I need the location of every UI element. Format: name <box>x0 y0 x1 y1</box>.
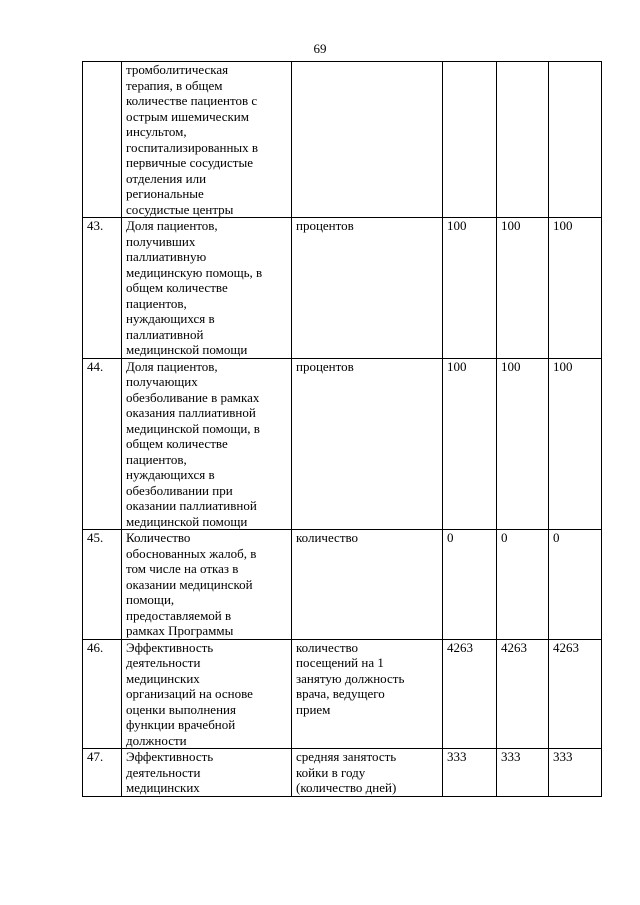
unit-line: средняя занятость <box>296 749 397 764</box>
indicator-name-line: Доля пациентов, <box>126 218 218 233</box>
page-number: 69 <box>313 41 327 56</box>
value-year-2: 100 <box>497 358 549 530</box>
unit-line: прием <box>296 701 331 717</box>
indicator-name-line: паллиативную <box>126 249 207 264</box>
indicator-name-line: получающих <box>126 374 198 389</box>
indicator-name-line: медицинских <box>126 670 200 686</box>
indicator-name-line: инсультом, <box>126 124 187 139</box>
indicator-name-line: госпитализированных в <box>126 139 259 155</box>
unit-line: койки в году <box>296 764 366 780</box>
indicator-name-line: пациентов, <box>126 451 187 467</box>
indicator-name-line: получивших <box>126 233 196 249</box>
indicator-name-line: пациентов, <box>126 295 187 311</box>
row-number: 45. <box>83 530 122 640</box>
unit-line: количество <box>296 530 359 545</box>
indicator-name-line: первичные сосудистые <box>126 155 253 170</box>
indicator-name-line: отделения или <box>126 170 207 186</box>
indicator-name-line: нуждающихся в <box>126 311 215 326</box>
unit-of-measure <box>292 62 443 218</box>
unit-line: процентов <box>296 218 354 233</box>
value-year-1: 0 <box>443 530 497 640</box>
indicator-name-line: медицинской помощи <box>126 513 248 529</box>
value-year-3: 100 <box>549 218 602 359</box>
value-year-1: 333 <box>443 749 497 797</box>
row-number: 43. <box>83 218 122 359</box>
indicator-name-line: обезболивание в рамках <box>126 389 260 405</box>
indicator-name-line: рамках Программы <box>126 623 234 638</box>
unit-line: занятую должность <box>296 670 405 686</box>
value-year-3: 0 <box>549 530 602 640</box>
unit-of-measure <box>292 218 443 359</box>
value-year-2: 4263 <box>497 639 549 749</box>
indicators-table <box>82 61 602 797</box>
indicator-name <box>122 358 292 530</box>
value-year-2: 333 <box>497 749 549 797</box>
row-number: 47. <box>83 749 122 797</box>
indicator-name-line: деятельности <box>126 655 201 670</box>
value-year-1: 100 <box>443 218 497 359</box>
table-row <box>83 530 602 640</box>
indicator-name-line: оказании медицинской <box>126 576 253 592</box>
value-year-1 <box>443 62 497 218</box>
table-row <box>83 358 602 530</box>
indicator-name-line: нуждающихся в <box>126 467 215 482</box>
indicator-name <box>122 62 292 218</box>
indicator-name-line: Количество <box>126 530 191 545</box>
indicator-name-line: оказания паллиативной <box>126 405 256 420</box>
unit-line: количество <box>296 639 359 655</box>
table-body <box>83 62 602 797</box>
unit-of-measure <box>292 358 443 530</box>
indicator-name-line: функции врачебной <box>126 717 236 732</box>
indicator-name-line: Доля пациентов, <box>126 358 218 374</box>
unit-line: врача, ведущего <box>296 686 385 701</box>
unit-line: (количество дней) <box>296 780 397 795</box>
table-row <box>83 218 602 359</box>
indicator-name-line: общем количестве <box>126 280 228 295</box>
unit-of-measure <box>292 639 443 749</box>
indicator-name-line: оценки выполнения <box>126 701 236 717</box>
value-year-2: 100 <box>497 218 549 359</box>
indicator-name-line: медицинскую помощь, в <box>126 264 263 280</box>
indicator-name-line: помощи, <box>126 592 175 607</box>
indicator-name-line: общем количестве <box>126 436 228 451</box>
indicator-name-line: деятельности <box>126 764 201 780</box>
indicator-name-line: количестве пациентов с <box>126 93 258 108</box>
row-number <box>83 62 122 218</box>
indicator-name-line: Эффективность <box>126 749 214 764</box>
value-year-2: 0 <box>497 530 549 640</box>
unit-of-measure <box>292 749 443 797</box>
indicator-name-line: медицинской помощи <box>126 342 248 357</box>
value-year-3: 100 <box>549 358 602 530</box>
indicator-name <box>122 749 292 797</box>
indicator-name-line: оказании паллиативной <box>126 498 257 513</box>
unit-line: посещений на 1 <box>296 655 384 670</box>
value-year-3: 4263 <box>549 639 602 749</box>
indicator-name <box>122 218 292 359</box>
indicator-name-line: острым ишемическим <box>126 108 249 124</box>
value-year-3: 333 <box>549 749 602 797</box>
indicator-name-line: Эффективность <box>126 639 214 655</box>
indicator-name-line: должности <box>126 732 187 748</box>
indicator-name-line: региональные <box>126 186 204 201</box>
indicator-name-line: терапия, в общем <box>126 77 223 93</box>
table-row <box>83 749 602 797</box>
indicator-name-line: организаций на основе <box>126 686 253 701</box>
indicator-name-line: обезболивании при <box>126 482 233 498</box>
value-year-3 <box>549 62 602 218</box>
indicator-name-line: предоставляемой в <box>126 607 232 623</box>
table-row <box>83 639 602 749</box>
indicator-name <box>122 530 292 640</box>
indicator-name-line: медицинских <box>126 780 200 795</box>
unit-line: процентов <box>296 358 354 374</box>
indicator-name-line: обоснованных жалоб, в <box>126 545 257 561</box>
indicator-name-line: том числе на отказ в <box>126 561 239 576</box>
row-number: 46. <box>83 639 122 749</box>
indicator-name-line: медицинской помощи, в <box>126 420 260 436</box>
value-year-1: 4263 <box>443 639 497 749</box>
unit-of-measure <box>292 530 443 640</box>
value-year-1: 100 <box>443 358 497 530</box>
indicator-name-line: тромболитическая <box>126 62 229 77</box>
indicator-name-line: паллиативной <box>126 326 204 342</box>
indicator-name <box>122 639 292 749</box>
value-year-2 <box>497 62 549 218</box>
table-row <box>83 62 602 218</box>
row-number: 44. <box>83 358 122 530</box>
indicator-name-line: сосудистые центры <box>126 201 234 217</box>
